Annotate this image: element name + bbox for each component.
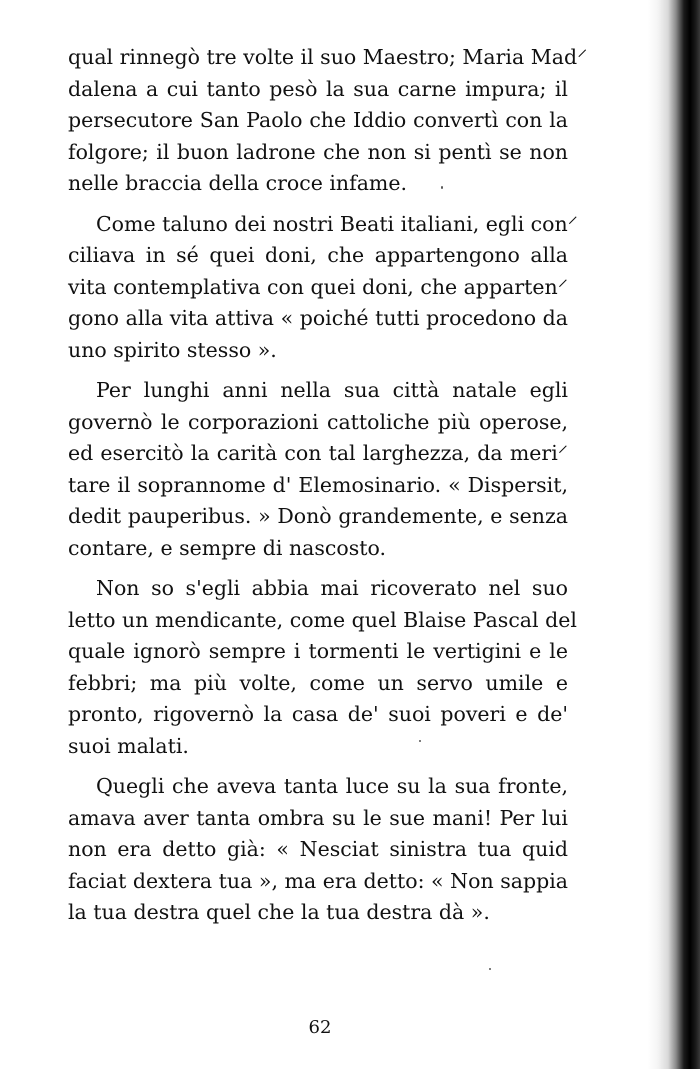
text-line: pronto, rigovernò la casa de' suoi poveri e de' — [68, 702, 568, 726]
text-line: vita contemplativa con quei doni, che apparten⸍ — [68, 274, 568, 299]
text-line: gono alla vita attiva « poiché tutti procedono da — [68, 306, 568, 330]
text-line: contare, e sempre di nascosto. — [68, 535, 386, 560]
scan-speck — [489, 968, 491, 970]
text-line: non era detto già: « Nesciat sinistra tua quid — [68, 837, 568, 861]
text-line: la tua destra quel che la tua destra dà ». — [68, 900, 490, 924]
text-line: letto un mendicante, come quel Blaise Pascal del — [68, 607, 577, 632]
text-line: febbri; ma più volte, come un servo umile e — [68, 670, 568, 695]
text-line: governò le corporazioni cattoliche più operose, — [68, 409, 568, 434]
text-line: nelle braccia della croce infame. — [68, 171, 408, 195]
text-line: amava aver tanta ombra su le sue mani! Per lui — [68, 805, 568, 830]
text-line: persecutore San Paolo che Iddio convertì con la — [68, 108, 568, 132]
body-text — [68, 42, 588, 929]
text-line: faciat dextera tua », ma era detto: « Non sappia — [68, 868, 568, 893]
text-line: dalena a cui tanto pesò la sua carne impura; il — [68, 76, 568, 101]
text-line: ed esercitò la carità con tal larghezza, da meri⸍ — [68, 441, 568, 465]
text-line: dedit pauperibus. » Donò grandemente, e senza — [68, 504, 568, 528]
text-line: tare il soprannome d' Elemosinario. « Dispersit, — [68, 472, 568, 497]
text-line: Come taluno dei nostri Beati italiani, egli con⸍ — [96, 211, 578, 236]
scan-speck — [441, 186, 443, 189]
text-line: ciliava in sé quei doni, che appartengono alla — [68, 243, 568, 267]
text-line: Per lunghi anni nella sua città natale egli — [96, 378, 568, 402]
paragraph-4 — [68, 573, 577, 762]
text-line: suoi malati. — [68, 733, 189, 758]
paragraph-3 — [68, 375, 568, 564]
paragraph-1 — [68, 42, 588, 200]
text-line: Quegli che aveva tanta luce su la sua fronte, — [96, 774, 568, 798]
text-line: folgore; il buon ladrone che non si pentì se non — [68, 139, 568, 164]
paragraph-2 — [68, 209, 578, 367]
paragraph-5 — [68, 771, 568, 929]
scan-speck — [419, 740, 421, 742]
page-number: 62 — [308, 1017, 332, 1038]
text-line: quale ignorò sempre i tormenti le vertigini e le — [68, 639, 568, 663]
text-line: Non so s'egli abbia mai ricoverato nel suo — [96, 576, 568, 600]
text-line: uno spirito stesso ». — [68, 337, 277, 362]
text-line: qual rinnegò tre volte il suo Maestro; Maria Mad⸍ — [68, 45, 588, 69]
book-spine-shadow — [648, 0, 700, 1069]
